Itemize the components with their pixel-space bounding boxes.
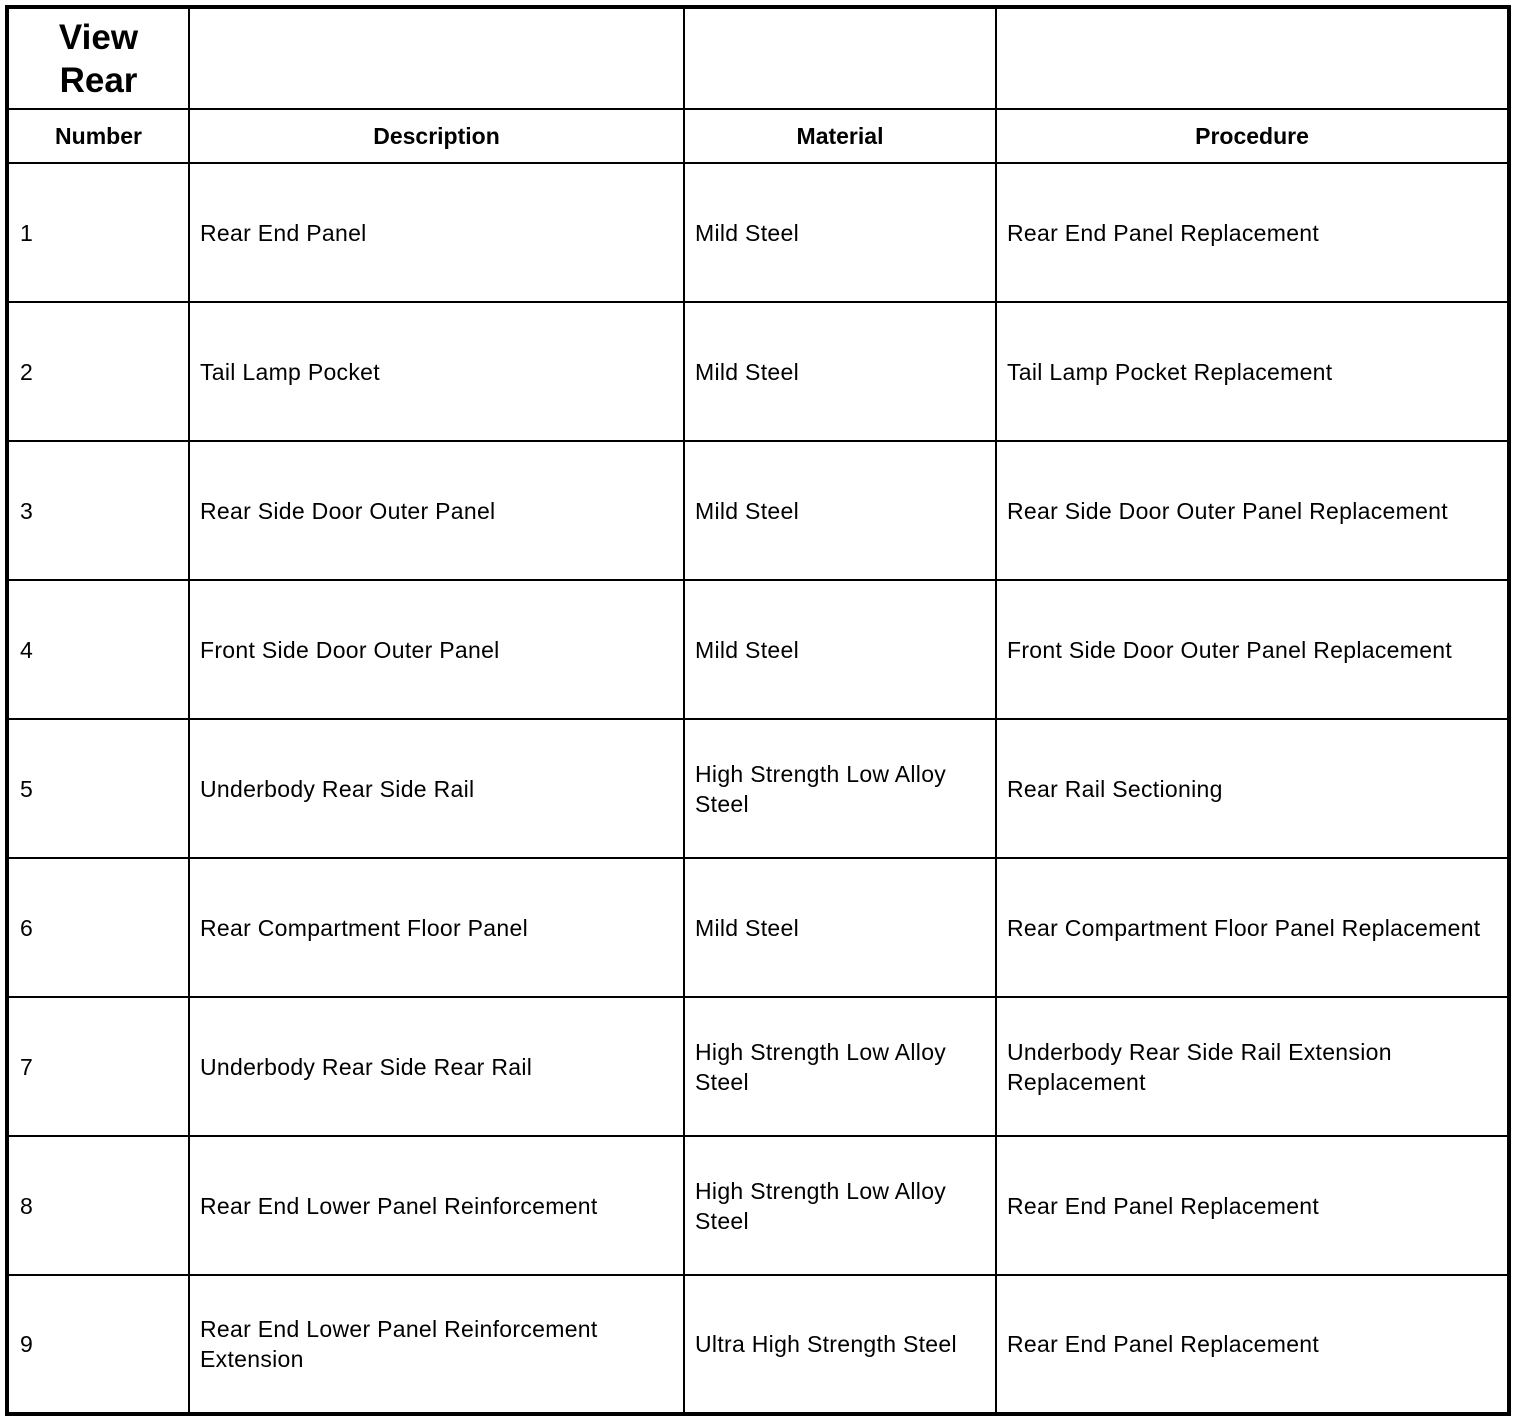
table-row xyxy=(7,441,1509,580)
title-empty-cell xyxy=(189,7,684,109)
header-material: Material xyxy=(684,109,996,163)
cell-number: 3 xyxy=(7,441,189,580)
table-row xyxy=(7,858,1509,997)
table-row xyxy=(7,1275,1509,1414)
cell-material: High Strength Low Alloy Steel xyxy=(684,1136,996,1275)
cell-material: Mild Steel xyxy=(684,580,996,719)
header-row xyxy=(7,109,1509,163)
cell-material: High Strength Low Alloy Steel xyxy=(684,719,996,858)
cell-number: 9 xyxy=(7,1275,189,1414)
table-row xyxy=(7,997,1509,1136)
cell-procedure: Rear End Panel Replacement xyxy=(996,163,1509,302)
cell-procedure: Rear End Panel Replacement xyxy=(996,1275,1509,1414)
cell-description: Tail Lamp Pocket xyxy=(189,302,684,441)
cell-procedure: Tail Lamp Pocket Replacement xyxy=(996,302,1509,441)
cell-material: Mild Steel xyxy=(684,163,996,302)
cell-material: Mild Steel xyxy=(684,302,996,441)
cell-procedure: Front Side Door Outer Panel Replacement xyxy=(996,580,1509,719)
cell-procedure: Rear Side Door Outer Panel Replacement xyxy=(996,441,1509,580)
cell-procedure: Rear End Panel Replacement xyxy=(996,1136,1509,1275)
cell-number: 5 xyxy=(7,719,189,858)
parts-table xyxy=(5,5,1511,1416)
cell-material: Ultra High Strength Steel xyxy=(684,1275,996,1414)
header-description: Description xyxy=(189,109,684,163)
cell-material: Mild Steel xyxy=(684,858,996,997)
cell-procedure: Rear Rail Sectioning xyxy=(996,719,1509,858)
view-title xyxy=(7,7,189,109)
cell-description: Rear Side Door Outer Panel xyxy=(189,441,684,580)
cell-number: 4 xyxy=(7,580,189,719)
title-empty-cell xyxy=(684,7,996,109)
cell-number: 8 xyxy=(7,1136,189,1275)
table-row xyxy=(7,163,1509,302)
table-row xyxy=(7,580,1509,719)
cell-description: Rear End Lower Panel Reinforcement xyxy=(189,1136,684,1275)
cell-procedure: Underbody Rear Side Rail Extension Replacement xyxy=(996,997,1509,1136)
cell-number: 6 xyxy=(7,858,189,997)
cell-number: 1 xyxy=(7,163,189,302)
cell-description: Rear Compartment Floor Panel xyxy=(189,858,684,997)
title-row xyxy=(7,7,1509,109)
cell-material: Mild Steel xyxy=(684,441,996,580)
cell-number: 2 xyxy=(7,302,189,441)
cell-material: High Strength Low Alloy Steel xyxy=(684,997,996,1136)
title-empty-cell xyxy=(996,7,1509,109)
cell-number: 7 xyxy=(7,997,189,1136)
view-title-line-2: Rear xyxy=(59,60,138,100)
table-row xyxy=(7,1136,1509,1275)
view-title-line-1: View xyxy=(58,17,139,57)
cell-description: Front Side Door Outer Panel xyxy=(189,580,684,719)
table-row xyxy=(7,719,1509,858)
cell-description: Underbody Rear Side Rear Rail xyxy=(189,997,684,1136)
header-procedure: Procedure xyxy=(996,109,1509,163)
header-number: Number xyxy=(7,109,189,163)
cell-description: Underbody Rear Side Rail xyxy=(189,719,684,858)
table-row xyxy=(7,302,1509,441)
cell-description: Rear End Panel xyxy=(189,163,684,302)
cell-procedure: Rear Compartment Floor Panel Replacement xyxy=(996,858,1509,997)
cell-description: Rear End Lower Panel Reinforcement Extension xyxy=(189,1275,684,1414)
